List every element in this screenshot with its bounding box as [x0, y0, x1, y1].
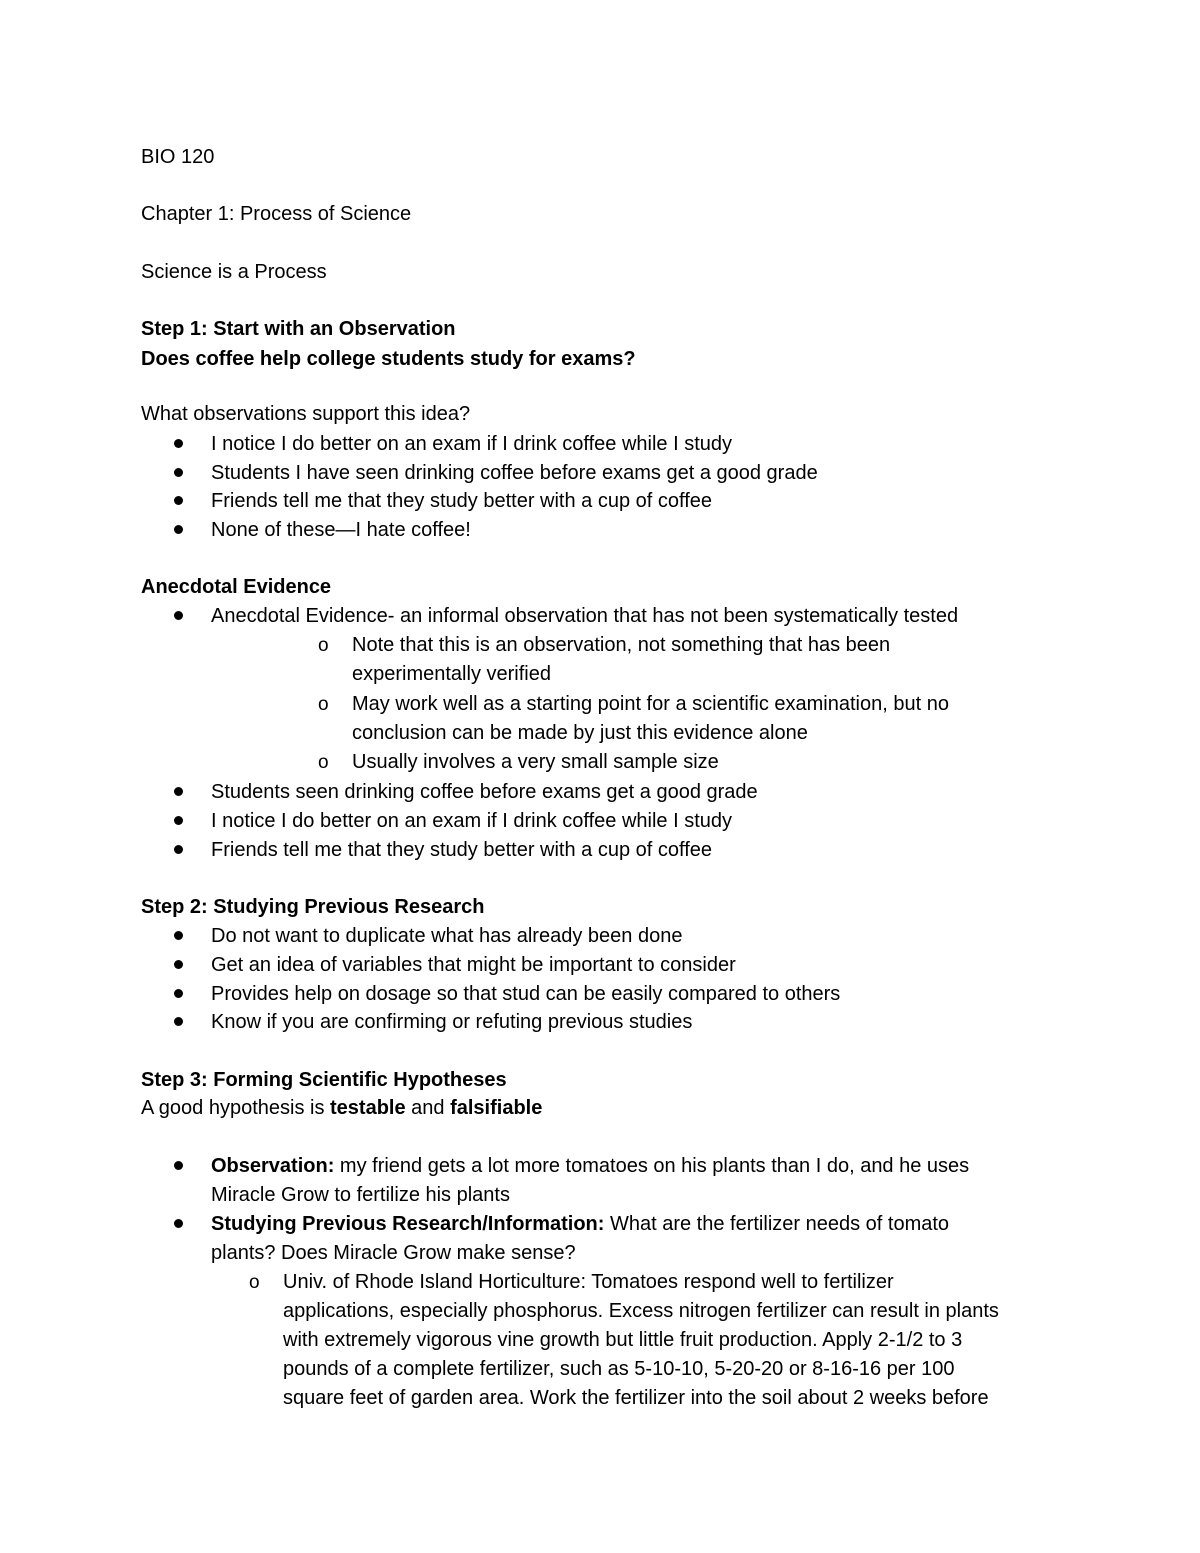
- hypothesis-intro-text: A good hypothesis is: [141, 1097, 331, 1119]
- step1-prompt: What observations support this idea?: [141, 403, 471, 425]
- step1-question: Does coffee help college students study for exams?: [141, 348, 636, 370]
- hypothesis-intro: [141, 1094, 542, 1123]
- uri-paragraph-line: pounds of a complete fertilizer, such as 5-10-10, 5-20-20 or 8-16-16 per 100: [283, 1358, 955, 1380]
- bullet-icon: [174, 1219, 183, 1228]
- circle-bullet-icon: o: [249, 1272, 260, 1293]
- bullet-icon: [174, 960, 183, 969]
- research-item: [211, 1210, 949, 1239]
- hypothesis-intro-joiner: and: [405, 1097, 451, 1119]
- list-item: Do not want to duplicate what has already been done: [211, 925, 683, 947]
- step1-heading: Step 1: Start with an Observation: [141, 318, 456, 340]
- bullet-icon: [174, 496, 183, 505]
- step3-heading: Step 3: Forming Scientific Hypotheses: [141, 1069, 507, 1091]
- observation-label: Observation:: [211, 1155, 335, 1177]
- circle-bullet-icon: o: [318, 752, 329, 773]
- circle-bullet-icon: o: [318, 694, 329, 715]
- bullet-icon: [174, 1017, 183, 1026]
- sub-list-item: May work well as a starting point for a scientific examination, but no: [352, 693, 949, 715]
- list-item: I notice I do better on an exam if I drink coffee while I study: [211, 810, 733, 832]
- uri-paragraph-line: Univ. of Rhode Island Horticulture: Tomatoes respond well to fertilizer: [283, 1271, 894, 1293]
- list-item: None of these—I hate coffee!: [211, 519, 471, 541]
- list-item: Provides help on dosage so that stud can be easily compared to others: [211, 983, 841, 1005]
- bullet-icon: [174, 787, 183, 796]
- bullet-icon: [174, 845, 183, 854]
- chapter-title: Chapter 1: Process of Science: [141, 203, 412, 225]
- bullet-icon: [174, 816, 183, 825]
- observation-item: [211, 1152, 969, 1181]
- research-text: What are the fertilizer needs of tomato: [604, 1213, 950, 1235]
- section-subtitle: Science is a Process: [141, 261, 327, 283]
- sub-list-item: Note that this is an observation, not something that has been: [352, 634, 891, 656]
- list-item: I notice I do better on an exam if I drink coffee while I study: [211, 433, 733, 455]
- anecdotal-definition: Anecdotal Evidence- an informal observation that has not been systematically tested: [211, 605, 959, 627]
- uri-paragraph-line: with extremely vigorous vine growth but little fruit production. Apply 2-1/2 to 3: [283, 1329, 963, 1351]
- uri-paragraph-line: applications, especially phosphorus. Excess nitrogen fertilizer can result in plants: [283, 1300, 999, 1322]
- observation-item-continued: Miracle Grow to fertilize his plants: [211, 1184, 510, 1206]
- research-item-continued: plants? Does Miracle Grow make sense?: [211, 1242, 576, 1264]
- observation-text: my friend gets a lot more tomatoes on his plants than I do, and he uses: [334, 1155, 970, 1177]
- sub-list-item-continued: experimentally verified: [352, 663, 551, 685]
- step2-heading: Step 2: Studying Previous Research: [141, 896, 485, 918]
- list-item: Friends tell me that they study better with a cup of coffee: [211, 839, 713, 861]
- sub-list-item-continued: conclusion can be made by just this evidence alone: [352, 722, 808, 744]
- list-item: Friends tell me that they study better with a cup of coffee: [211, 490, 713, 512]
- testable-term: testable: [330, 1097, 406, 1119]
- falsifiable-term: falsifiable: [450, 1097, 543, 1119]
- list-item: Get an idea of variables that might be important to consider: [211, 954, 736, 976]
- bullet-icon: [174, 931, 183, 940]
- circle-bullet-icon: o: [318, 635, 329, 656]
- bullet-icon: [174, 611, 183, 620]
- bullet-icon: [174, 989, 183, 998]
- bullet-icon: [174, 439, 183, 448]
- course-code: BIO 120: [141, 146, 215, 168]
- research-label: Studying Previous Research/Information:: [211, 1213, 605, 1235]
- anecdotal-heading: Anecdotal Evidence: [141, 576, 332, 598]
- list-item: Students I have seen drinking coffee before exams get a good grade: [211, 462, 818, 484]
- list-item: Students seen drinking coffee before exams get a good grade: [211, 781, 758, 803]
- list-item: Know if you are confirming or refuting previous studies: [211, 1011, 693, 1033]
- uri-paragraph-line: square feet of garden area. Work the fertilizer into the soil about 2 weeks before: [283, 1387, 989, 1409]
- bullet-icon: [174, 468, 183, 477]
- bullet-icon: [174, 1161, 183, 1170]
- bullet-icon: [174, 525, 183, 534]
- sub-list-item: Usually involves a very small sample size: [352, 751, 719, 773]
